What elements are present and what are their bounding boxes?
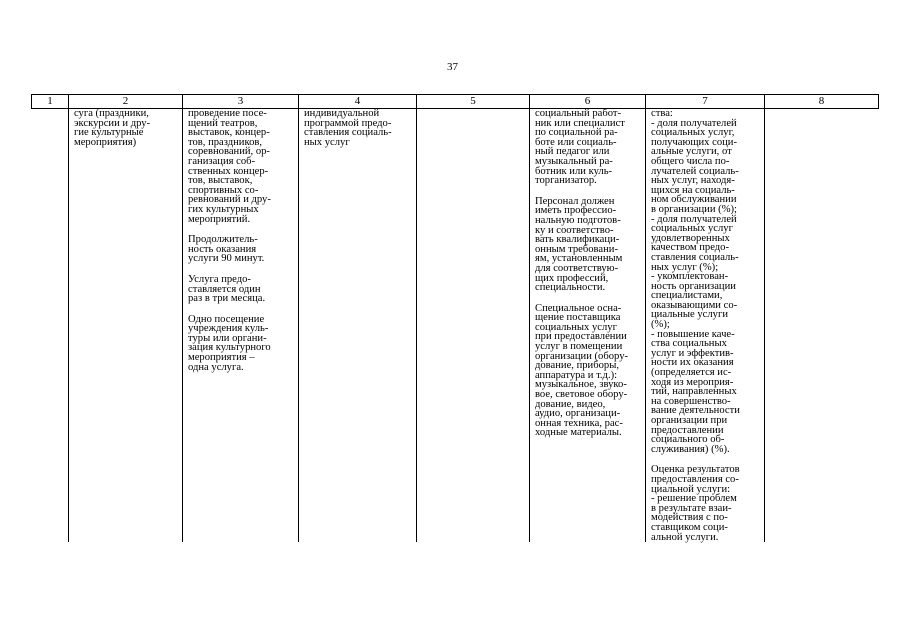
column-header-5: 5 bbox=[417, 95, 530, 109]
column-header-6: 6 bbox=[530, 95, 646, 109]
description-paragraph: проведение посе- щений театров, выставок, концер- тов, праздников, соревнований, ор- ганизация соб- ственных концер- тов, выставок, спортивных со- ревнований и дру- гих культурных мероприятий. bbox=[188, 108, 271, 225]
duration-paragraph: Продолжитель- ность оказания услуги 90 минут. bbox=[188, 234, 265, 265]
equipment-paragraph: Специальное осна- щение поставщика социальных услуг при предоставлении услуг в помещении организации (обору- дование, приборы, аппаратура и т.д.): музыкальное, звуко- вое, световое обору- дование, видео, аудио, организаци- онная техника, рас- ходные материалы. bbox=[535, 302, 629, 439]
table-row bbox=[32, 109, 879, 543]
column-header-2: 2 bbox=[69, 95, 183, 109]
cell-col1 bbox=[32, 109, 69, 543]
unit-paragraph: Одно посещение учреждения куль- туры или органи- зация культурного мероприятия – одна услуга. bbox=[188, 313, 271, 373]
staff-paragraph: социальный работ- ник или специалист по социальной ра- боте или социаль- ный педагог или музыкальный ра- ботник или куль- торганизатор. bbox=[535, 108, 625, 187]
terms-text: индивидуальной программой предо- ставления социаль- ных услуг bbox=[304, 108, 392, 148]
cell-terms bbox=[299, 109, 417, 543]
indicators-paragraph: ства: - доля получателей социальных услуг, получающих соци- альные услуги, от общего числа по- лучателей социаль- ных услуг, находя- щихся на социаль- ном обслуживании в организации (%); - доля получателей социальных услуг удовлетворенных качеством предо- ставления социаль- ных услуг (%); - укомплектован- ность организации специалистами, оказывающими со- циальные услуги (%); - повышение каче- ства социальных услуг и эффектив- ности их оказания (определяется ис- ходя из мероприя- тий, направленных на совершенство- вание деятельности организации при предоставлении социального об- служивания) (%). bbox=[651, 108, 740, 455]
service-name-text: суга (праздники, экскурсии и дру- гие культурные мероприятия) bbox=[74, 108, 151, 148]
column-header-4: 4 bbox=[299, 95, 417, 109]
evaluation-paragraph: Оценка результатов предоставления со- циальной услуги: - решение проблем в результате взаи- модействия с по- ставщиком соци- альной услуги. bbox=[651, 464, 740, 543]
column-header-7: 7 bbox=[646, 95, 765, 109]
cell-col8 bbox=[765, 109, 879, 543]
cell-quality-indicators bbox=[646, 109, 765, 543]
cell-col5 bbox=[417, 109, 530, 543]
page-number: 37 bbox=[447, 61, 458, 73]
services-table bbox=[31, 94, 879, 542]
qualification-paragraph: Персонал должен иметь профессио- нальную подготов- ку и соответство- вать квалификаци- онным требовани- ям, установленным для соответствую- щих профессий, специальности. bbox=[535, 195, 623, 294]
cell-conditions bbox=[530, 109, 646, 543]
header-row bbox=[32, 95, 879, 109]
cell-service-name bbox=[69, 109, 183, 543]
column-header-3: 3 bbox=[183, 95, 299, 109]
column-header-8: 8 bbox=[765, 95, 879, 109]
frequency-paragraph: Услуга предо- ставляется один раз в три месяца. bbox=[188, 273, 266, 305]
cell-service-description bbox=[183, 109, 299, 543]
column-header-1: 1 bbox=[32, 95, 69, 109]
